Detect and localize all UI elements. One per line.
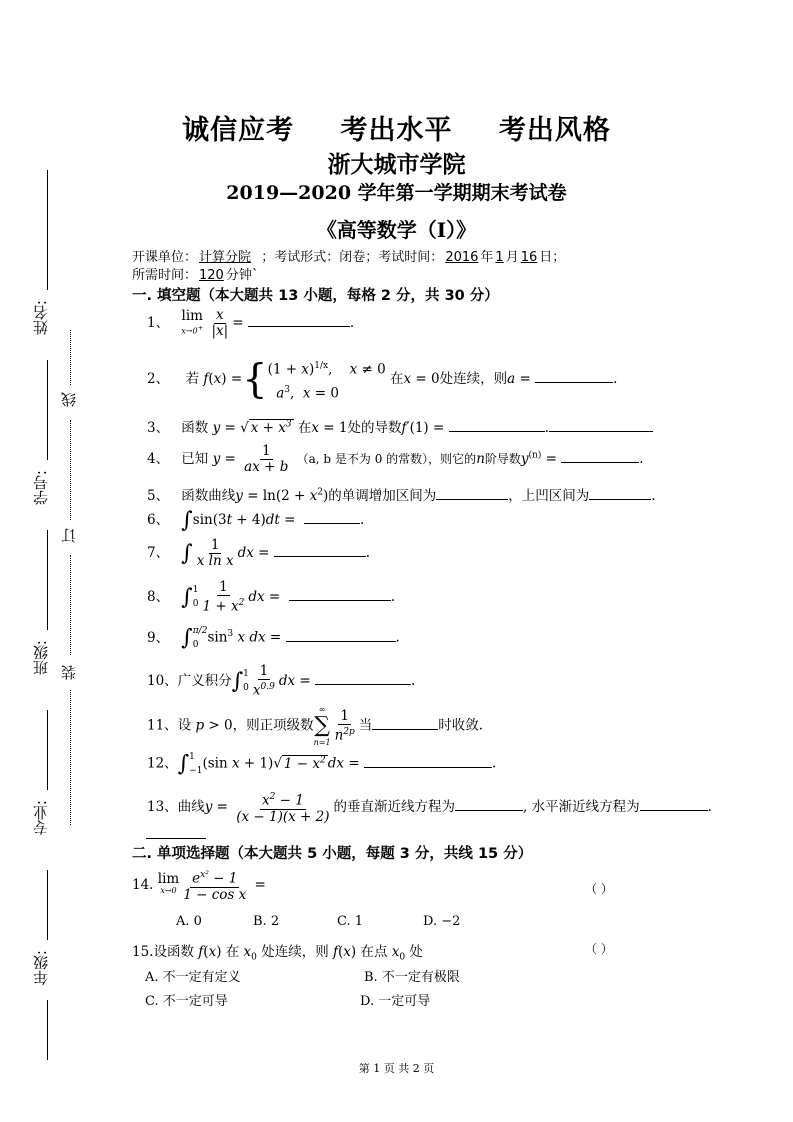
q15-option-d[interactable]: D. 一定可导 bbox=[360, 994, 431, 1009]
day-unit: 日； bbox=[539, 250, 566, 265]
class-line bbox=[47, 530, 48, 630]
q11-mid2: 当 bbox=[358, 717, 373, 734]
section-divider bbox=[146, 838, 206, 839]
question-15: 15.设函数 f(x) 在 $x_0$ 处连续，则 f(x) 在点 $x_0$ 处 bbox=[132, 944, 423, 963]
q7-number: 7、 bbox=[147, 545, 170, 561]
q1-fraction: $\frac{x}{|x|}$ bbox=[211, 307, 229, 339]
dotted-line-1 bbox=[70, 330, 71, 385]
cut-line-label: 线 bbox=[60, 392, 78, 407]
motto-1: 诚信应考 bbox=[182, 115, 295, 146]
q14-answer-paren[interactable]: （ ） bbox=[585, 882, 613, 896]
q3-extra-blank bbox=[549, 417, 653, 432]
q4-answer-blank[interactable] bbox=[561, 448, 639, 463]
dotted-line-4 bbox=[70, 690, 71, 825]
q2-number: 2、 bbox=[147, 371, 170, 387]
staple-line-label: 装 bbox=[60, 665, 78, 680]
question-5: 5、 函数曲线$y = \ln(2 + x^2)$的单调增加区间为 ，上凹区间为 . bbox=[147, 484, 656, 504]
dotted-line-2 bbox=[70, 420, 71, 520]
question-9: 9、 ∫ π/2 0 $\sin^3 x$ dx = . bbox=[147, 625, 400, 651]
q4-fraction: $\frac{1}{ax + b}$ bbox=[244, 443, 289, 475]
exam-month: 1 bbox=[495, 250, 504, 265]
q14-option-a[interactable]: A. 0 bbox=[176, 914, 202, 929]
student-id-line bbox=[47, 360, 48, 460]
q10-answer-blank[interactable] bbox=[315, 670, 411, 685]
exam-motto bbox=[0, 108, 793, 147]
q3-pre: 函数 bbox=[181, 420, 209, 436]
question-13: 13、曲线y = $\frac{x^2 - 1}{(x - 1)(x + 2)}$ 的垂直渐近线方程为 , 水平渐近线方程为 . bbox=[147, 792, 712, 825]
q11-sum: ∞ ∑ n=1 bbox=[313, 705, 331, 747]
q4-mid2: 阶导数 bbox=[484, 452, 521, 466]
q8-fraction: $\frac{1}{1 + x^2}$ bbox=[202, 579, 245, 615]
exam-year: 2016 bbox=[445, 250, 479, 265]
q7-answer-blank[interactable] bbox=[274, 542, 366, 557]
q2-answer-blank[interactable] bbox=[535, 368, 613, 383]
question-14: 14. lim x→0 $\frac{e^{x^2} - 1}{\text{1 − cos x}}$ = bbox=[132, 870, 266, 903]
year-unit: 年 bbox=[480, 250, 494, 265]
school-name: 浙大城市学院 bbox=[327, 151, 466, 178]
q3-mid2: 处的导数 bbox=[347, 420, 402, 436]
q15-number: 15. bbox=[132, 944, 154, 960]
page-number: 第 1 页 共 2 页 bbox=[358, 1062, 435, 1075]
q13-answer-blank-2[interactable] bbox=[640, 796, 708, 811]
q14-number: 14. bbox=[132, 876, 154, 893]
question-10: 10、广义积分∫ 1 0 $\frac{1}{x^{0.9}}$ dx = . bbox=[147, 663, 416, 699]
q15-text-c: 处连续，则 bbox=[261, 944, 329, 960]
class-label: 班级: bbox=[32, 640, 50, 676]
q15-option-b[interactable]: B. 不一定有极限 bbox=[364, 970, 460, 985]
q11-pre: 设 bbox=[177, 717, 192, 734]
major-line bbox=[47, 710, 48, 790]
q1-limit: lim x→0+ bbox=[181, 307, 204, 336]
q15-option-c[interactable]: C. 不一定可导 bbox=[145, 994, 228, 1009]
q1-number: 1、 bbox=[147, 315, 170, 331]
q10-pre: 广义积分 bbox=[177, 672, 232, 689]
q9-answer-blank[interactable] bbox=[286, 627, 396, 642]
q14-option-d[interactable]: D. −2 bbox=[423, 914, 461, 929]
q6-answer-blank[interactable] bbox=[304, 509, 360, 524]
q12-answer-blank[interactable] bbox=[364, 753, 492, 768]
question-4: 4、 已知 y = $\frac{1}{ax + b}$ （a, b 是不为 0 的常数），则它的n阶导数$y^{(n)}$ = . bbox=[147, 443, 644, 475]
question-1: 1、 lim x→0+ $\frac{x}{|x|}$ = . bbox=[147, 307, 355, 339]
q13-number: 13、 bbox=[147, 798, 178, 815]
q4-mid: （a, b 是不为 0 的常数），则它的 bbox=[296, 452, 477, 466]
q7-fraction: $\frac{1}{\text{x ln x}}$ bbox=[196, 537, 234, 569]
form-label: ；考试形式：闭卷；考试时间： bbox=[261, 250, 444, 265]
q4-number: 4、 bbox=[147, 451, 170, 467]
q2-pre: 若 bbox=[185, 371, 200, 387]
unit-label: 开课单位： bbox=[132, 250, 198, 265]
exam-title: 2019—2020 学年第一学期期末考试卷 bbox=[226, 182, 567, 204]
q10-number: 10、 bbox=[147, 672, 178, 689]
q2-mid: 在 bbox=[390, 371, 404, 387]
q14-fraction: $\frac{e^{x^2} - 1}{\text{1 − cos x}}$ bbox=[183, 870, 247, 903]
q5-pre: 函数曲线 bbox=[181, 488, 236, 504]
grade-line bbox=[47, 870, 48, 940]
q5-mid: 的单调增加区间为 bbox=[328, 488, 437, 504]
q10-fraction: $\frac{1}{x^{0.9}}$ bbox=[252, 663, 275, 699]
q11-post: 时收敛. bbox=[438, 717, 484, 734]
question-11: 11、设 p > 0，则正项级数 ∞ ∑ n=1 $\frac{1}{n^{2p}}$ 当 时收敛. bbox=[147, 705, 484, 747]
q6-number: 6、 bbox=[147, 512, 170, 528]
unit-value: 计算分院 bbox=[199, 250, 252, 265]
grade-label: 年级: bbox=[32, 950, 50, 986]
question-12: 12、∫ 1 −1 (sin x + 1)√ $1 - x^2$ dx = . bbox=[147, 751, 497, 777]
q12-number: 12、 bbox=[147, 755, 178, 772]
q11-number: 11、 bbox=[147, 717, 178, 734]
time-value: 120 bbox=[199, 268, 224, 283]
q15-text-b: 在 bbox=[225, 944, 240, 960]
q15-text-e: 处 bbox=[409, 944, 423, 960]
q2-mid2: 处连续，则 bbox=[439, 371, 508, 387]
question-8: 8、 ∫ 1 0 $\frac{1}{1 + x^2}$ dx = . bbox=[147, 579, 396, 615]
course-title: 《高等数学（Ⅰ）》 bbox=[316, 218, 477, 242]
q13-mid: 的垂直渐近线方程为 bbox=[333, 798, 455, 815]
time-label: 所需时间： bbox=[132, 268, 198, 283]
q8-answer-blank[interactable] bbox=[289, 586, 391, 601]
q13-mid2: , 水平渐近线方程为 bbox=[523, 798, 640, 815]
question-3: 3、 函数 y = √ $x + x^3$ 在x = 1处的导数f′(1) = . bbox=[147, 416, 653, 436]
q1-answer-blank[interactable] bbox=[248, 312, 350, 327]
q13-answer-blank-1[interactable] bbox=[455, 796, 523, 811]
bind-line-label: 订 bbox=[60, 528, 78, 543]
q11-mid: ，则正项级数 bbox=[232, 717, 314, 734]
motto-3: 考出风格 bbox=[498, 115, 611, 146]
q14-option-c[interactable]: C. 1 bbox=[337, 914, 364, 929]
q15-text-a: 设函数 bbox=[153, 944, 194, 960]
q3-mid: 在 bbox=[297, 420, 312, 436]
q3-answer-blank[interactable] bbox=[449, 417, 545, 432]
section-1-title: 一. 填空题（本大题共 13 小题，每格 2 分，共 30 分） bbox=[132, 288, 499, 304]
q15-answer-paren[interactable]: （ ） bbox=[585, 942, 613, 956]
q5-mid2: ，上凹区间为 bbox=[508, 488, 590, 504]
q11-fraction: $\frac{1}{n^{2p}}$ bbox=[334, 707, 355, 744]
q5-answer-blank-2[interactable] bbox=[589, 485, 651, 500]
q11-answer-blank[interactable] bbox=[372, 715, 438, 730]
time-unit: 分钟` bbox=[225, 268, 259, 283]
q13-fraction: $\frac{x^2 - 1}{(x - 1)(x + 2)}$ bbox=[236, 792, 330, 825]
q8-number: 8、 bbox=[147, 588, 170, 605]
month-unit: 月 bbox=[505, 250, 519, 265]
name-label: 姓名: bbox=[32, 300, 50, 336]
motto-2: 考出水平 bbox=[340, 115, 453, 146]
q4-pre: 已知 bbox=[181, 451, 209, 467]
student-id-label: 学号: bbox=[32, 470, 50, 506]
dotted-line-3 bbox=[70, 555, 71, 655]
exam-info-line-2 bbox=[132, 264, 258, 283]
q15-option-a[interactable]: A. 不一定有定义 bbox=[145, 970, 241, 985]
q5-answer-blank-1[interactable] bbox=[436, 485, 508, 500]
exam-day: 16 bbox=[520, 250, 538, 265]
section-2-title: 二. 单项选择题（本大题共 5 小题，每题 3 分，共线 15 分） bbox=[132, 846, 533, 862]
q15-text-d: 在点 bbox=[360, 944, 388, 960]
question-6: 6、 ∫sin(3t + 4)dt = . bbox=[147, 508, 365, 533]
q9-number: 9、 bbox=[147, 629, 170, 646]
q13-pre: 曲线 bbox=[177, 798, 205, 815]
question-2: 2、 若 f(x) ={ $(1 + x)^{1/x}$, x ≠ 0 $a^3$, x = 0 在x = 0处连续，则a = . bbox=[147, 356, 618, 403]
major-label: 专业: bbox=[32, 800, 50, 836]
exam-info-line-1 bbox=[132, 246, 565, 265]
grade-line-lower bbox=[47, 1000, 48, 1060]
q5-number: 5、 bbox=[147, 488, 170, 504]
q14-option-b[interactable]: B. 2 bbox=[253, 914, 280, 929]
question-7: 7、 ∫ $\frac{1}{\text{x ln x}}$ dx = . bbox=[147, 537, 371, 569]
q3-number: 3、 bbox=[147, 420, 170, 436]
q14-limit: lim x→0 bbox=[157, 871, 180, 896]
